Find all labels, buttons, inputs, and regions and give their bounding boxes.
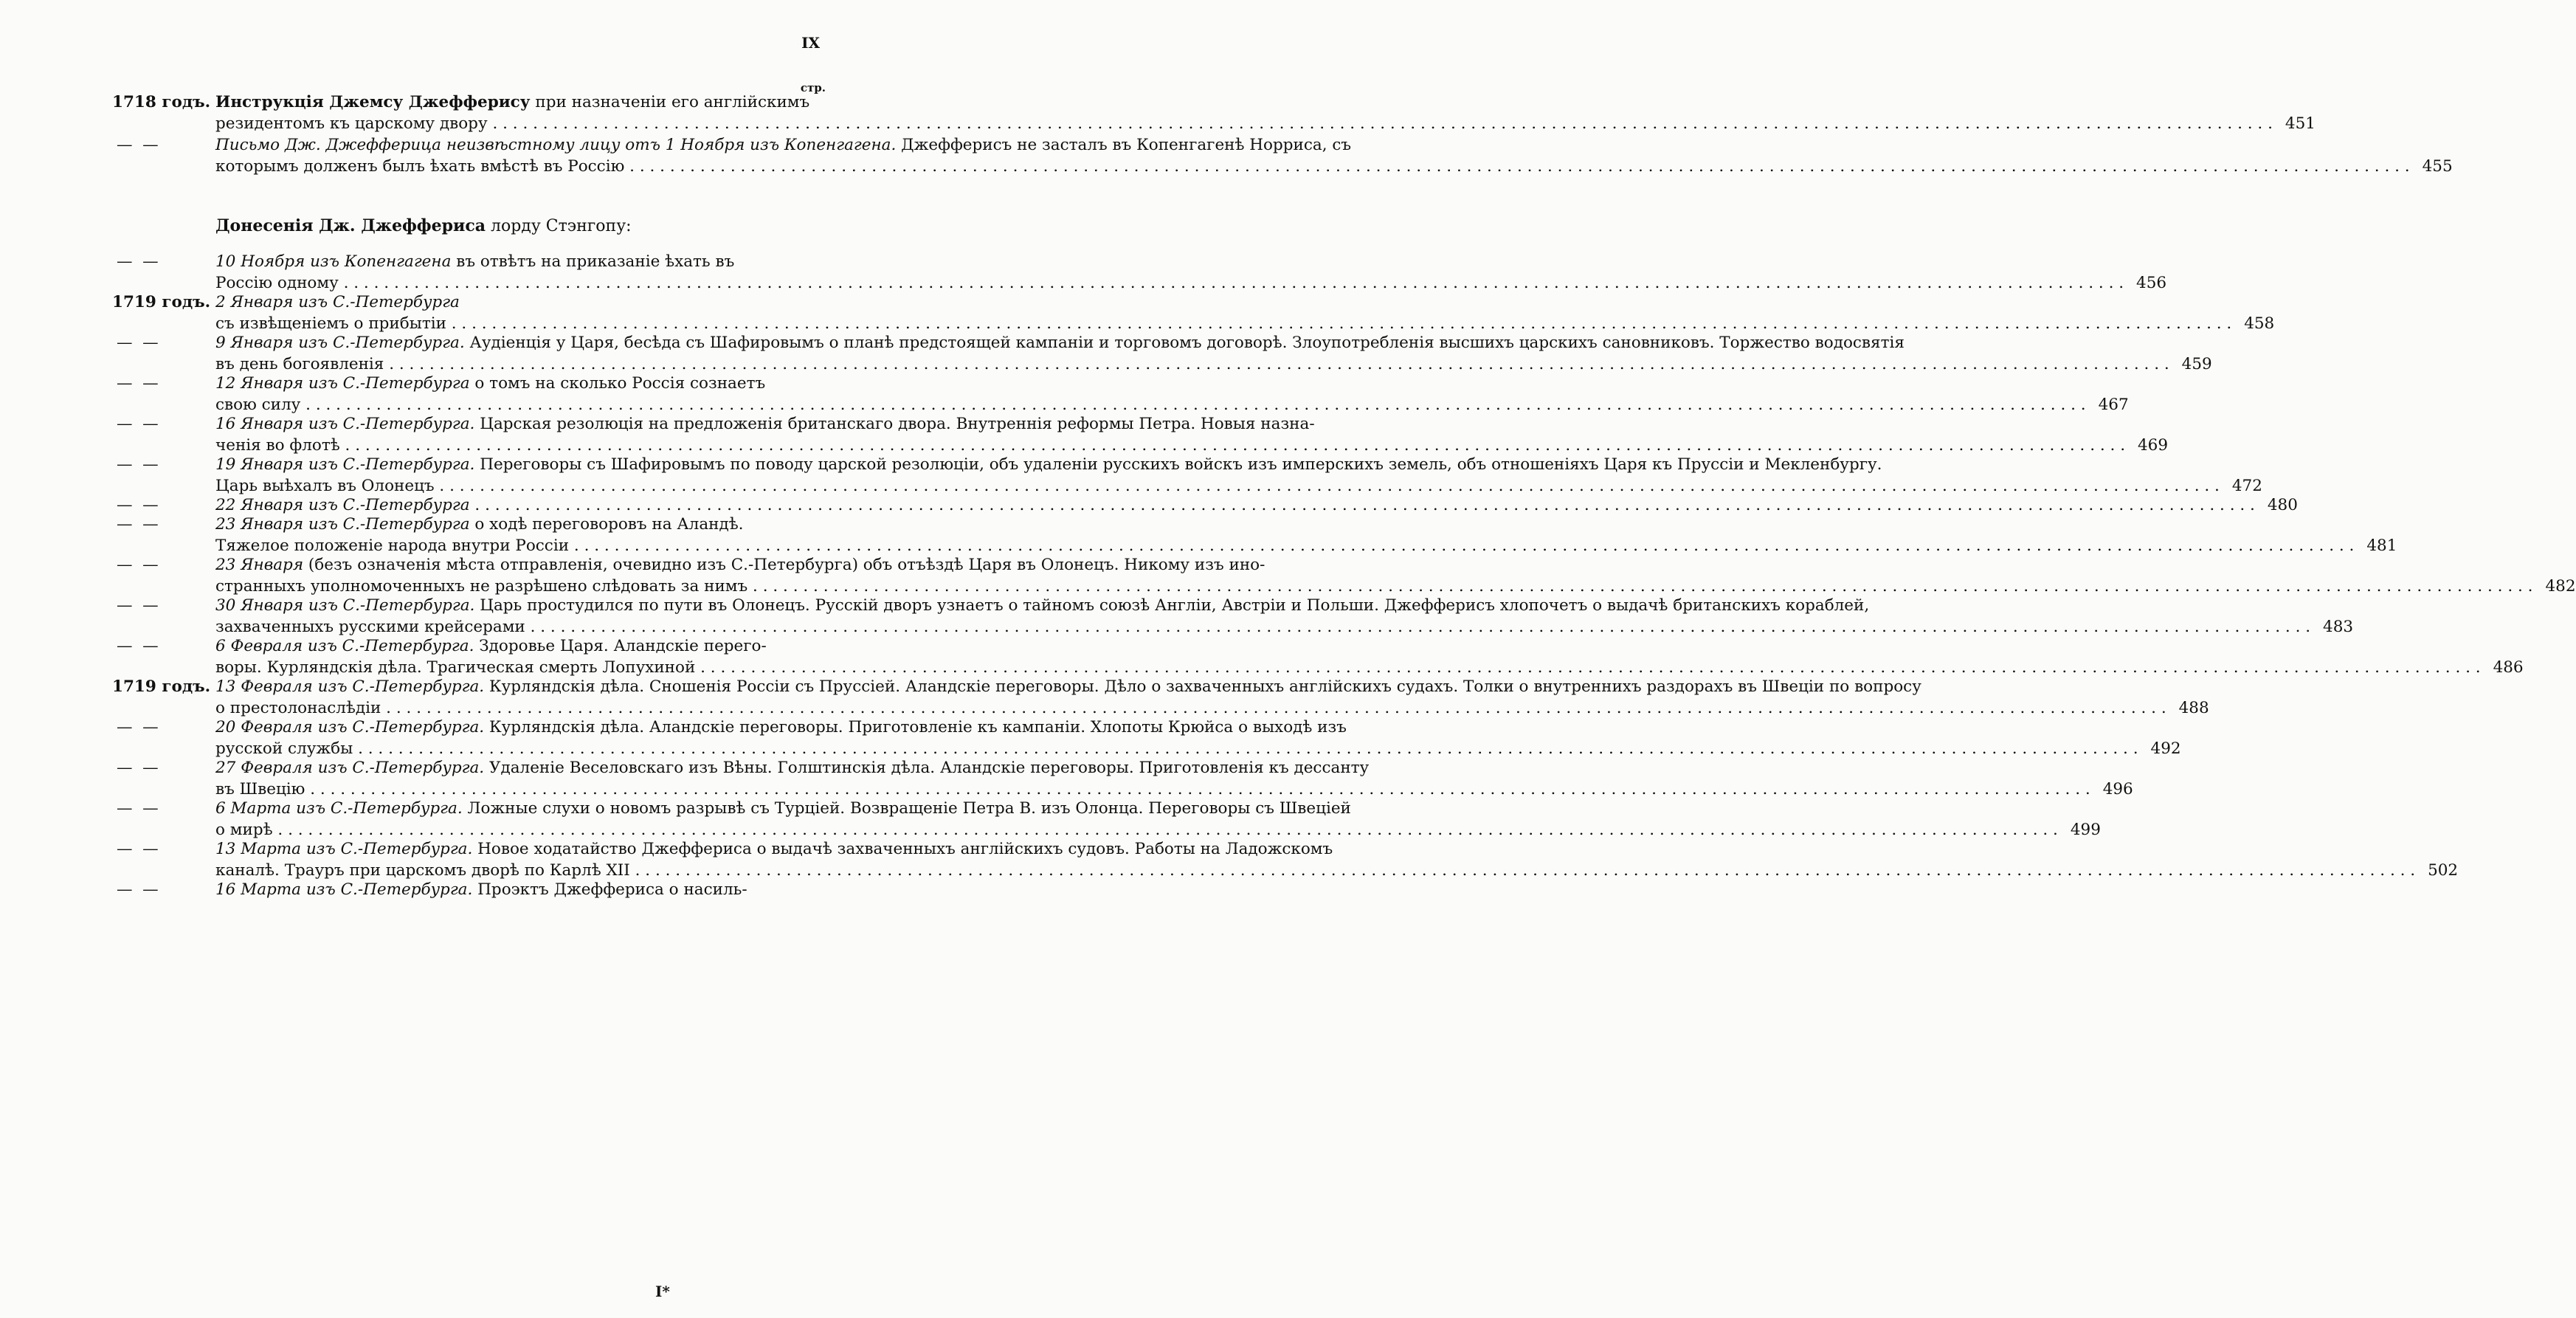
toc-entry	[112, 838, 2459, 881]
entry-page-number: 492	[2150, 739, 2181, 758]
entry-italic-title: 27 Февраля изъ С.-Петербурга.	[215, 759, 485, 777]
entry-page-number: 469	[2138, 436, 2169, 455]
entry-year-column	[112, 838, 213, 881]
entry-leader-line	[215, 394, 2086, 415]
entry-leader-line	[215, 697, 2166, 719]
ditto-dashes: — —	[117, 596, 159, 615]
entry-text	[215, 514, 2354, 556]
entry-year-column	[112, 454, 213, 497]
entry-page-number: 480	[2267, 496, 2298, 514]
entry-last-line: русской службы	[215, 739, 353, 758]
entry-year-column	[112, 373, 213, 415]
entry-year: 1719 годъ.	[112, 677, 211, 696]
entry-last-line: въ Швецію	[215, 780, 305, 798]
ditto-dashes: — —	[117, 759, 159, 777]
entry-text	[215, 757, 2090, 800]
entry-leader-line	[215, 313, 2231, 334]
entry-description: Царская резолюція на предложенія британскаго двора. Внутреннія реформы Петра. Новыя назна-	[474, 415, 1315, 433]
entry-italic-title: 13 Февраля изъ С.-Петербурга.	[215, 677, 485, 696]
toc-entry	[112, 454, 2262, 497]
entry-last-line: каналѣ. Трауръ при царскомъ дворѣ по Карлѣ XII	[215, 861, 630, 880]
toc-entry	[112, 92, 2316, 134]
entry-last-line: Царь выѣхалъ въ Олонецъ	[215, 477, 435, 495]
entry-text	[215, 134, 2410, 177]
toc-entry	[112, 291, 2275, 334]
section-title-rest: лорду Стэнгопу:	[486, 217, 632, 235]
entry-page-number	[773, 879, 813, 900]
entry-year-column	[112, 92, 213, 134]
entry-year-column	[112, 676, 213, 719]
entry-description: Удаленіе Веселовскаго изъ Вѣны. Голштинскія дѣла. Аландскіе переговоры. Приготовленія къ дессанту	[484, 759, 1370, 777]
ditto-dashes: — —	[117, 718, 159, 736]
entry-description: въ отвѣтъ на приказаніе ѣхать въ	[451, 252, 735, 271]
entry-year-column	[112, 514, 213, 556]
ditto-dashes: — —	[117, 840, 159, 858]
entry-leader-line	[215, 819, 2058, 841]
toc-entry	[112, 373, 2129, 415]
entry-page-number: 458	[2244, 314, 2275, 333]
toc-entry	[112, 514, 2397, 556]
toc-entry	[112, 251, 2167, 294]
entry-page-number: 488	[2178, 699, 2209, 717]
entry-text	[215, 798, 2058, 841]
entry-italic-title: 30 Января изъ С.-Петербурга.	[215, 596, 475, 615]
entry-leader-line	[215, 860, 2415, 881]
entry-description: Аудіенція у Царя, бесѣда съ Шафировымъ о планѣ предстоящей кампаніи и торговомъ договорѣ. Злоупотребленія высшихъ царскихъ сановниковъ. Торжество водосвятія	[464, 334, 1905, 352]
entry-description: Царь простудился по пути въ Олонецъ. Русскій дворъ узнаетъ о тайномъ союзѣ Англіи, Австріи и Польши. Джефферисъ хлопочетъ о выдачѣ британскихъ кораблей,	[474, 596, 1870, 615]
toc-entry	[112, 413, 2169, 456]
toc-entry	[112, 554, 2576, 597]
entry-text	[215, 879, 770, 900]
entry-leader-line	[215, 272, 2124, 294]
entry-italic-title: 16 Января изъ С.-Петербурга.	[215, 415, 475, 433]
entry-year-column	[112, 332, 213, 375]
entry-year-column	[112, 134, 213, 177]
entry-last-line: Тяжелое положеніе народа внутри Россіи	[215, 536, 570, 555]
entry-description: о ходѣ переговоровъ на Аландѣ.	[469, 515, 744, 534]
ditto-dashes: — —	[117, 252, 159, 271]
entry-page-number: 486	[2493, 658, 2524, 677]
entry-italic-title: 6 Марта изъ С.-Петербурга.	[215, 799, 463, 818]
entry-page-number: 451	[2285, 114, 2316, 133]
entry-text	[215, 291, 2231, 334]
entry-leader-line	[215, 779, 2090, 800]
entry-last-line: ченія во флотѣ	[215, 436, 340, 455]
entry-last-line: странныхъ уполномоченныхъ не разрѣшено слѣдовать за нимъ	[215, 577, 748, 596]
entry-text	[215, 454, 2220, 497]
entry-text	[215, 838, 2415, 881]
entry-leader-line	[215, 657, 2481, 678]
entry-leader-line	[215, 576, 2533, 597]
entry-year-column	[112, 251, 213, 294]
ditto-dashes: — —	[117, 496, 159, 514]
entry-italic-title: 16 Марта изъ С.-Петербурга.	[215, 880, 473, 899]
toc-entry	[112, 757, 2133, 800]
entry-text	[215, 676, 2166, 719]
ditto-dashes: — —	[117, 374, 159, 393]
entry-page-number: 502	[2428, 861, 2459, 880]
entry-text	[215, 595, 2310, 638]
entry-italic-title: 22 Января изъ С.-Петербурга	[215, 496, 470, 514]
entry-page-number: 472	[2231, 477, 2262, 495]
entry-year-column	[112, 554, 213, 597]
toc-entry	[112, 676, 2209, 719]
entry-year: 1719 годъ.	[112, 293, 211, 311]
entry-text	[215, 373, 2086, 415]
toc-entry	[112, 134, 2453, 177]
entry-last-line: о престолонаслѣдіи	[215, 699, 381, 717]
entry-year-column	[112, 595, 213, 638]
entry-last-line: о мирѣ	[215, 821, 273, 839]
ditto-dashes: — —	[117, 415, 159, 433]
entry-description: Курляндскія дѣла. Сношенія Россіи съ Пруссіей. Аландскіе переговоры. Дѣло о захваченныхъ англійскихъ судахъ. Толки о внутреннихъ раздорахъ въ Швеціи по вопросу	[484, 677, 1921, 696]
toc-entry	[112, 798, 2101, 841]
entry-page-number: 496	[2102, 780, 2133, 798]
entry-text	[215, 494, 2255, 516]
entry-leader-line	[215, 353, 2169, 375]
ditto-dashes: — —	[117, 515, 159, 534]
entry-last-line: которымъ долженъ былъ ѣхать вмѣстѣ въ Россію	[215, 157, 625, 176]
ditto-dashes: — —	[117, 334, 159, 352]
entry-italic-title: 23 Января	[215, 556, 304, 574]
entry-text	[215, 717, 2138, 759]
entry-italic-title: 19 Января изъ С.-Петербурга.	[215, 455, 475, 474]
entry-leader-line	[215, 113, 2273, 134]
dispatch-entries	[112, 251, 2576, 900]
entry-leader-line	[215, 616, 2310, 638]
entry-year-column	[112, 717, 213, 759]
entry-year-column	[112, 757, 213, 800]
entry-last-line: въ день богоявленія	[215, 355, 384, 373]
entry-italic-title: Письмо Дж. Джефферица неизвѣстному лицу отъ 1 Ноября изъ Копенгагена.	[215, 136, 897, 154]
entry-page-number: 481	[2366, 536, 2397, 555]
entry-text	[215, 251, 2124, 294]
entry-italic-title: 9 Января изъ С.-Петербурга.	[215, 334, 465, 352]
entry-page-number: 499	[2070, 821, 2101, 839]
ditto-dashes: — —	[117, 136, 159, 154]
ditto-dashes: — —	[117, 637, 159, 655]
section-title-bold: Донесенія Дж. Джеффериса	[215, 216, 486, 235]
toc-entry	[112, 717, 2181, 759]
ditto-dashes: — —	[117, 556, 159, 574]
entry-description: Курляндскія дѣла. Аландскіе переговоры. Приготовленіе къ кампаніи. Хлопоты Крюйса о выходѣ изъ	[484, 718, 1347, 736]
entry-leader-line	[215, 535, 2354, 556]
entry-text	[215, 554, 2533, 597]
entry-leader-line	[215, 738, 2138, 759]
entry-italic-title: 10 Ноября изъ Копенгагена	[215, 252, 452, 271]
entry-page-number: 459	[2181, 355, 2212, 373]
toc-entry	[112, 494, 2298, 516]
page-number: IX	[801, 34, 820, 52]
entry-italic-title: 6 Февраля изъ С.-Петербурга.	[215, 637, 474, 655]
entry-description: Новое ходатайство Джеффериса о выдачѣ захваченныхъ англійскихъ судовъ. Работы на Ладожскомъ	[472, 840, 1333, 858]
entry-page-number: 482	[2545, 577, 2576, 596]
entry-page-number: 483	[2323, 618, 2354, 636]
ditto-dashes: — —	[117, 880, 159, 899]
toc-entry	[112, 332, 2212, 375]
entry-description: (безъ означенія мѣста отправленія, очевидно изъ С.-Петербурга) объ отъѣздѣ Царя въ Олонецъ. Никому изъ ино-	[303, 556, 1265, 574]
entry-text	[215, 332, 2169, 375]
entry-text	[215, 635, 2481, 678]
entry-last-line: резидентомъ къ царскому двору	[215, 114, 488, 133]
ditto-dashes: — —	[117, 455, 159, 474]
entry-description: Проэктъ Джеффериса о насиль-	[472, 880, 747, 899]
entry-year-column	[112, 494, 213, 516]
toc-entry	[112, 635, 2524, 678]
entry-italic-title: 20 Февраля изъ С.-Петербурга.	[215, 718, 485, 736]
top-entries	[112, 92, 2453, 177]
entry-leader-line	[215, 156, 2410, 177]
page-column-label: стр.	[800, 81, 826, 94]
entry-italic-title: 23 Января изъ С.-Петербурга	[215, 515, 470, 534]
table-of-contents	[112, 92, 2576, 900]
entry-year-column	[112, 798, 213, 841]
entry-page-number: 455	[2422, 157, 2453, 176]
entry-year-column	[112, 413, 213, 456]
entry-description: Джефферисъ не засталъ въ Копенгагенѣ Норриса, съ	[896, 136, 1352, 154]
entry-page-number: 467	[2098, 396, 2129, 414]
entry-leader-line	[215, 494, 2255, 516]
entry-page-number: 456	[2136, 274, 2167, 292]
section-heading	[215, 215, 813, 237]
entry-last-line: захваченныхъ русскими крейсерами	[215, 618, 525, 636]
entry-text	[215, 413, 2125, 456]
entry-leader-line	[215, 475, 2220, 497]
toc-entry	[112, 879, 813, 900]
entry-italic-title: 2 Января изъ С.-Петербурга	[215, 293, 460, 311]
entry-leader-line	[215, 435, 2125, 456]
printer-signature: I*	[655, 1283, 670, 1300]
entry-description: при назначеніи его англійскимъ	[530, 93, 810, 111]
entry-last-line: воры. Курляндскія дѣла. Трагическая смерть Лопухиной	[215, 658, 696, 677]
entry-text	[215, 92, 2273, 134]
entry-description: Здоровье Царя. Аландскіе перего-	[474, 637, 767, 655]
entry-year: 1718 годъ.	[112, 93, 211, 111]
entry-description: о томъ на сколько Россія сознаетъ	[469, 374, 766, 393]
entry-last-line: съ извѣщеніемъ о прибытіи	[215, 314, 446, 333]
entry-italic-title: 12 Января изъ С.-Петербурга	[215, 374, 470, 393]
entry-description: Ложные слухи о новомъ разрывѣ съ Турціей. Возвращеніе Петра В. изъ Олонца. Переговоры съ Швеціей	[462, 799, 1351, 818]
entry-year-column	[112, 291, 213, 334]
entry-bold-title: Инструкція Джемсу Джефферису	[215, 93, 531, 111]
entry-description: Переговоры съ Шафировымъ по поводу царской резолюціи, объ удаленіи русскихъ войскъ изъ имперскихъ земель, объ отношеніяхъ Царя къ Пруссіи и Мекленбургу.	[474, 455, 1882, 474]
entry-italic-title: 13 Марта изъ С.-Петербурга.	[215, 840, 473, 858]
entry-last-line: свою силу	[215, 396, 301, 414]
ditto-dashes: — —	[117, 799, 159, 818]
entry-year-column	[112, 879, 213, 900]
toc-entry	[112, 595, 2354, 638]
entry-year-column	[112, 635, 213, 678]
entry-last-line: Россію одному	[215, 274, 339, 292]
